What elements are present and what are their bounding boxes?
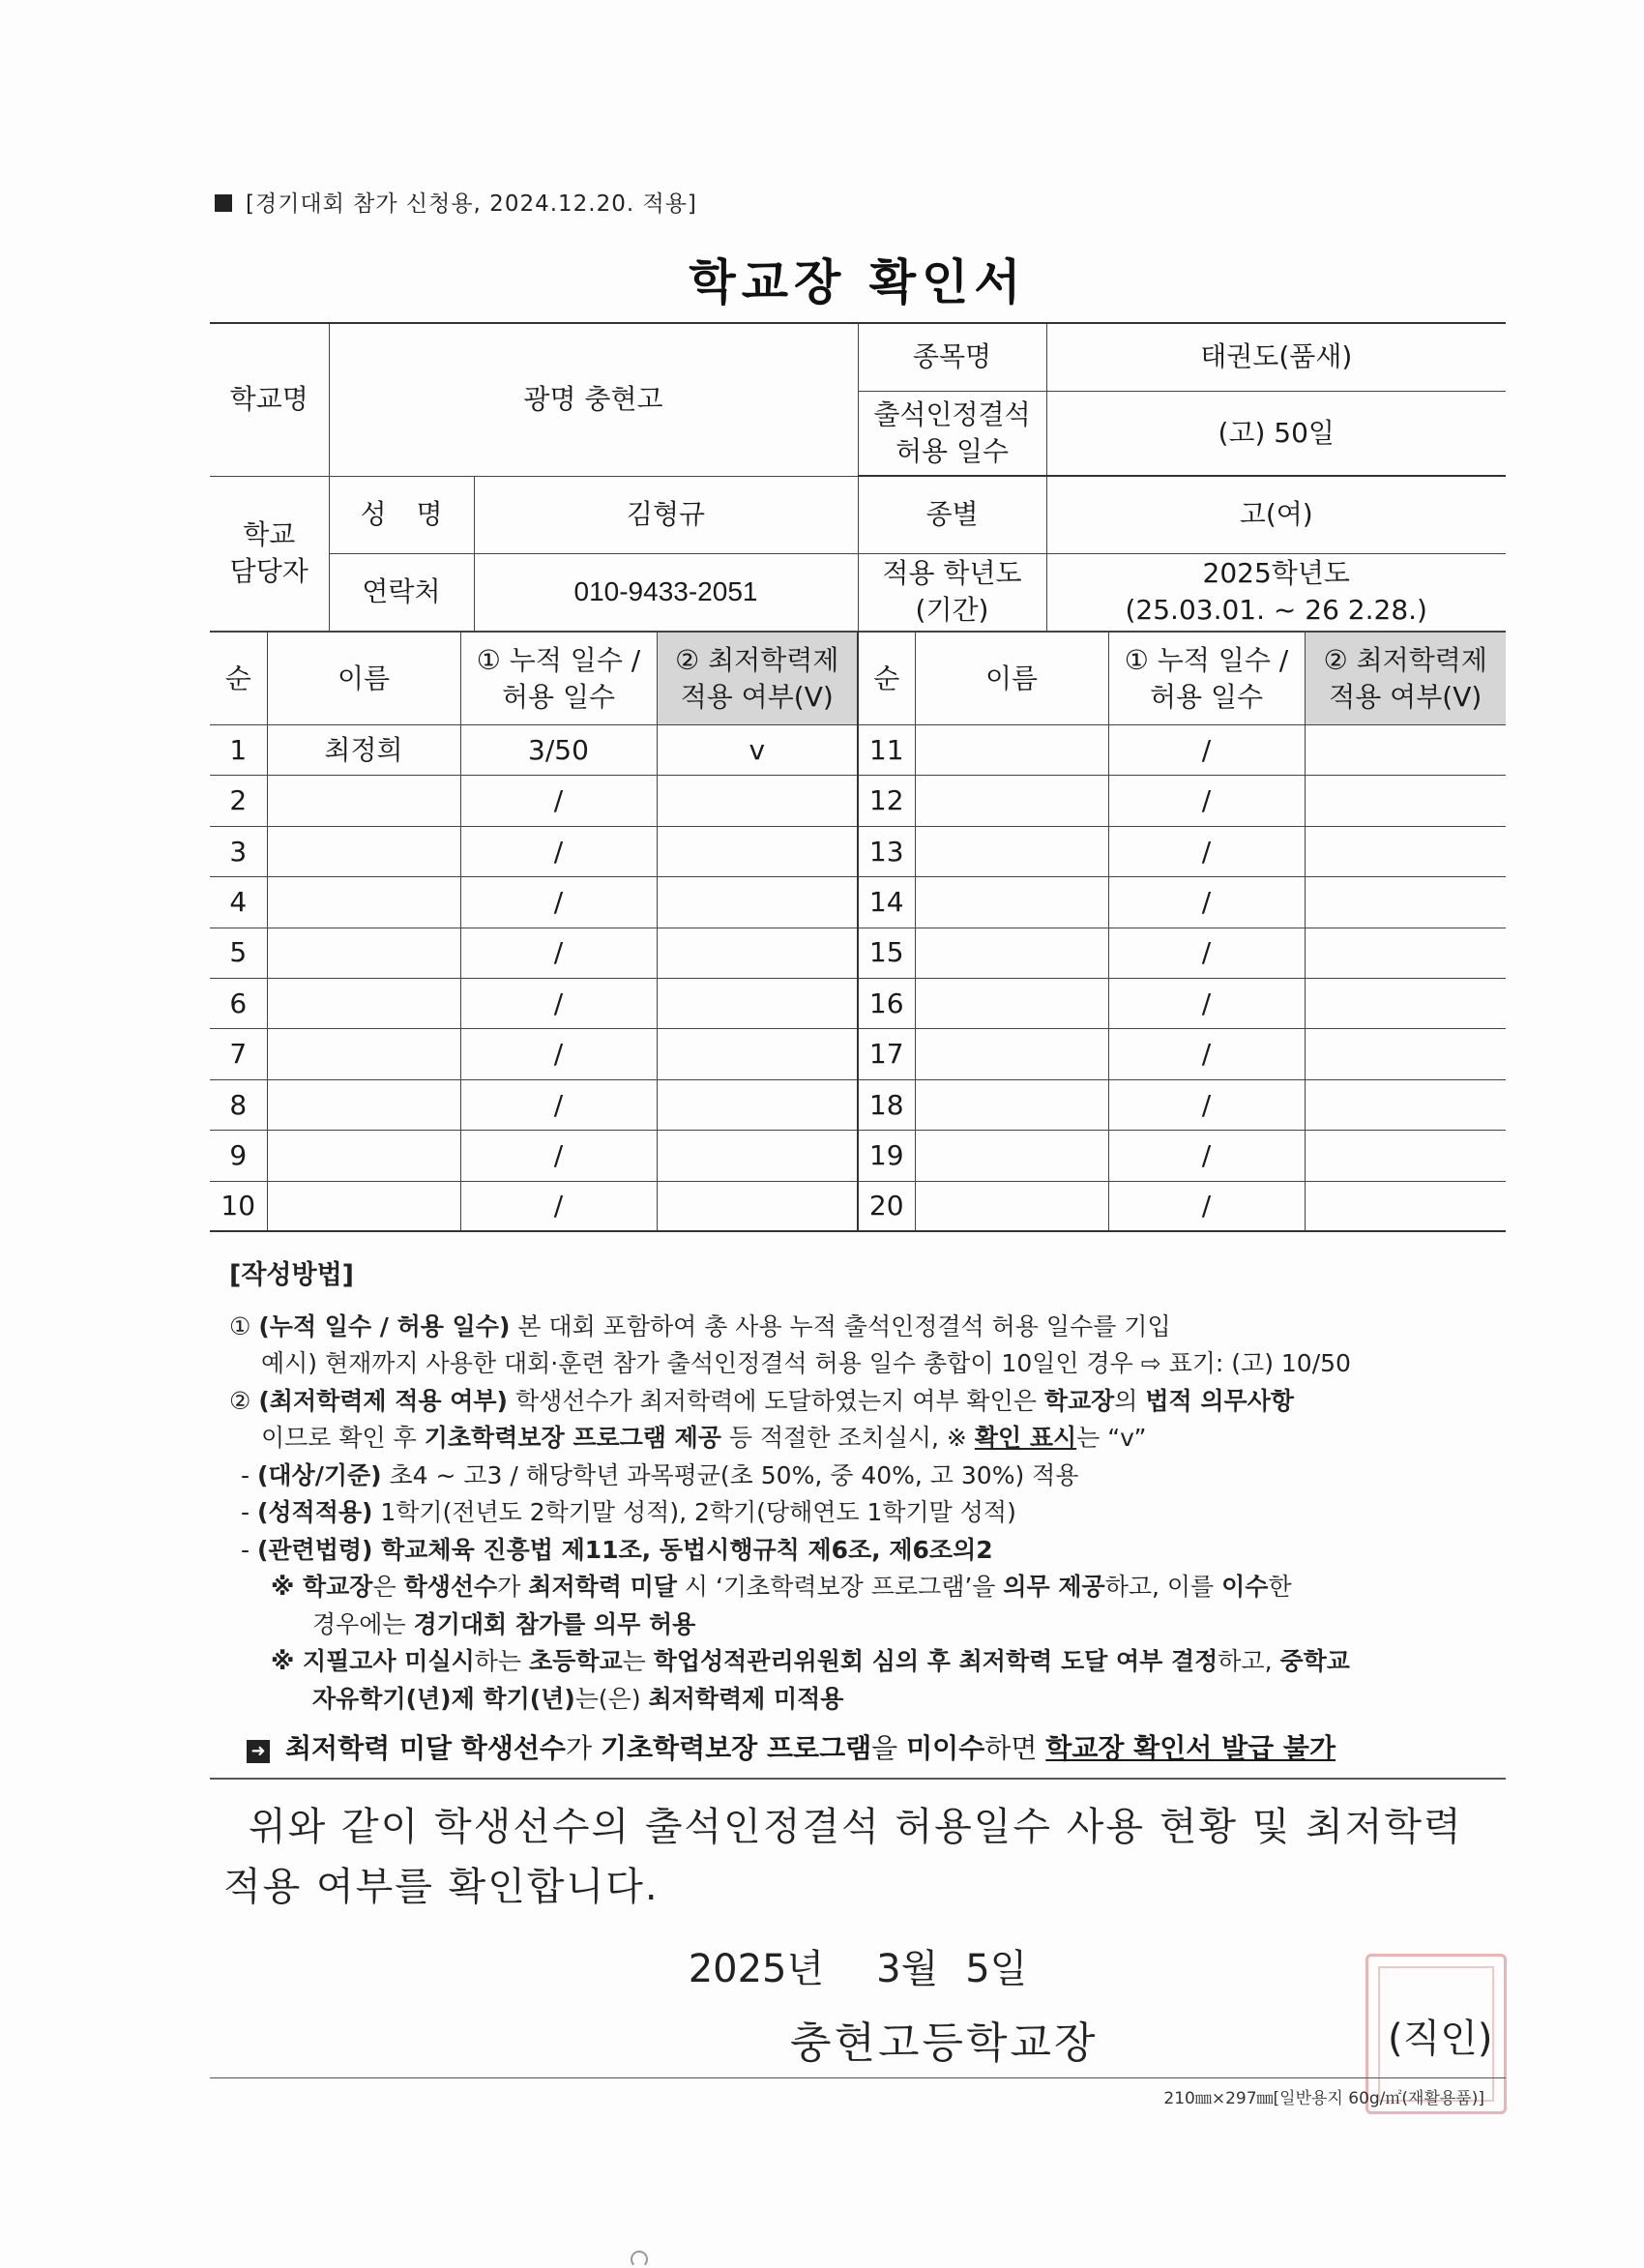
name-cell — [915, 1181, 1108, 1231]
min-academic-header — [1305, 633, 1506, 725]
name-header: 이름 — [915, 633, 1108, 725]
name-cell — [267, 1181, 460, 1231]
seq-cell: 17 — [858, 1029, 915, 1079]
square-bullet-icon — [215, 194, 232, 212]
min-academic-cell — [657, 776, 858, 826]
instruction-grades-title: (성적적용) — [256, 1498, 373, 1526]
warning-d: 을 — [871, 1732, 907, 1764]
year-label-line1: 적용 학년도 — [882, 557, 1022, 590]
instruction-law-title: (관련법령) — [256, 1535, 373, 1564]
name-cell — [915, 776, 1108, 826]
seq-cell: 14 — [858, 877, 915, 928]
note-1-cont-a: 경우에는 — [312, 1609, 414, 1638]
min-academic-header-line2: 적용 여부(V) — [680, 680, 834, 713]
table-row — [210, 725, 1506, 776]
manager-label-line2: 담당자 — [229, 555, 308, 587]
days-cell: / — [460, 1029, 657, 1079]
table-row — [210, 928, 1506, 978]
table-row — [210, 877, 1506, 928]
min-academic-cell — [657, 826, 858, 876]
seq-cell: 3 — [210, 826, 267, 876]
table-row — [210, 1131, 1506, 1181]
issue-date — [210, 1938, 1506, 1993]
min-academic-cell — [1305, 725, 1506, 776]
instruction-grades-text: 1학기(전년도 2학기말 성적), 2학기(당해연도 1학기말 성적) — [372, 1498, 1016, 1526]
min-academic-cell: v — [657, 725, 858, 776]
year-label — [858, 553, 1046, 631]
min-academic-header-line1: ② 최저학력제 — [1323, 643, 1487, 676]
name-cell — [267, 928, 460, 978]
allowed-days-value: (고) 50일 — [1046, 391, 1506, 476]
days-header — [460, 633, 657, 725]
seq-cell: 20 — [858, 1181, 915, 1231]
name-cell — [915, 1079, 1108, 1130]
min-academic-cell — [1305, 826, 1506, 876]
days-cell: / — [460, 928, 657, 978]
days-cell: / — [1108, 1079, 1305, 1130]
name-cell — [915, 928, 1108, 978]
event-label: 종목명 — [858, 323, 1046, 391]
category-label: 종별 — [858, 476, 1046, 553]
form-version-line — [215, 186, 697, 218]
confirmation-text — [223, 1797, 1506, 1917]
seq-cell: 4 — [210, 877, 267, 928]
paper-spec: 210㎜×297㎜[일반용지 60g/㎡(재활용품)] — [1163, 2089, 1484, 2108]
instruction-grades: - (성적적용) 1학기(전년도 2학기말 성적), 2학기(당해연도 1학기말 성적) — [241, 1498, 1016, 1526]
seq-cell: 9 — [210, 1131, 267, 1181]
warning-f: 하면 — [984, 1732, 1046, 1764]
confirmation-line2: 적용 여부를 확인합니다. — [223, 1865, 660, 1909]
min-academic-cell — [657, 1079, 858, 1130]
note-2-a: ※ 지필고사 미실시 — [271, 1647, 475, 1675]
name-cell — [267, 1079, 460, 1130]
info-table — [210, 322, 1506, 632]
name-cell — [915, 978, 1108, 1028]
instructions-heading: [작성방법] — [229, 1260, 355, 1290]
warning-e: 미이수 — [906, 1732, 985, 1764]
days-cell: / — [1108, 776, 1305, 826]
days-cell: / — [460, 826, 657, 876]
confirmation-line1: 위와 같이 학생선수의 출석인정결석 허용일수 사용 현황 및 최저학력 — [249, 1805, 1463, 1849]
instruction-2-cont-d: 는 “v” — [1076, 1424, 1147, 1452]
instruction-2 — [229, 1383, 1506, 1421]
seq-cell: 15 — [858, 928, 915, 978]
instructions-section — [229, 1257, 1506, 1718]
note-1-j: 한 — [1268, 1573, 1292, 1601]
principal-name: 충현고등학교장 — [790, 2018, 1099, 2068]
date-day: 5일 — [965, 1947, 1028, 1991]
days-cell: / — [460, 978, 657, 1028]
year-value-line1: 2025학년도 — [1202, 557, 1350, 590]
instruction-1 — [229, 1309, 1506, 1346]
note-1-cont-b: 경기대회 참가를 의무 허용 — [413, 1609, 696, 1638]
seq-cell: 7 — [210, 1029, 267, 1079]
name-cell — [267, 1131, 460, 1181]
warning-g: 학교장 확인서 발급 불가 — [1045, 1732, 1336, 1764]
document-title: 학교장 확인서 — [689, 254, 1027, 310]
instruction-law-text: 학교체육 진흥법 제11조, 동법시행규칙 제6조, 제6조의2 — [372, 1535, 993, 1564]
seq-cell: 11 — [858, 725, 915, 776]
min-academic-cell — [1305, 776, 1506, 826]
days-cell: / — [1108, 725, 1305, 776]
note-2-d: 는 — [622, 1647, 654, 1675]
note-1-f: 시 ‘기초학력보장 프로그램’을 — [676, 1573, 1004, 1601]
instruction-target: - (대상/기준) 초4 ~ 고3 / 해당학년 과목평균(초 50%, 중 40%, 고 30%) 적용 — [241, 1460, 1079, 1489]
name-cell: 최정희 — [267, 725, 460, 776]
seq-cell: 19 — [858, 1131, 915, 1181]
seq-cell: 8 — [210, 1079, 267, 1130]
instruction-1-title: (누적 일수 / 허용 일수) — [258, 1311, 511, 1340]
min-academic-cell — [657, 1029, 858, 1079]
note-2-b: 하는 — [474, 1647, 530, 1675]
instruction-2-legal-duty: 법적 의무사항 — [1145, 1386, 1295, 1415]
name-cell — [915, 1131, 1108, 1181]
name-cell — [267, 776, 460, 826]
warning-c: 기초학력보장 프로그램 — [600, 1732, 872, 1764]
name-header: 이름 — [267, 633, 460, 725]
table-row — [210, 1079, 1506, 1130]
min-academic-header-line1: ② 최저학력제 — [675, 643, 839, 676]
form-version-text: [경기대회 참가 신청용, 2024.12.20. 적용] — [246, 191, 697, 217]
seq-header: 순 — [210, 633, 267, 725]
note-1-cont — [229, 1606, 1506, 1644]
days-header-line2: 허용 일수 — [1149, 680, 1264, 713]
min-academic-cell — [1305, 928, 1506, 978]
days-cell: / — [460, 776, 657, 826]
min-academic-header — [657, 633, 858, 725]
circle-one-marker: ① — [229, 1311, 251, 1340]
name-cell — [267, 1029, 460, 1079]
note-1-i: 이수 — [1221, 1573, 1269, 1601]
date-month: 3월 — [876, 1947, 939, 1991]
warning-line — [247, 1727, 1336, 1766]
note-2-cont — [229, 1681, 1506, 1719]
instruction-2-title: (최저학력제 적용 여부) — [258, 1386, 508, 1415]
note-1-b: 은 — [372, 1573, 404, 1601]
seq-cell: 18 — [858, 1079, 915, 1130]
table-row — [210, 776, 1506, 826]
days-cell: / — [460, 1181, 657, 1231]
days-cell: / — [1108, 978, 1305, 1028]
days-header — [1108, 633, 1305, 725]
min-academic-cell — [1305, 1181, 1506, 1231]
note-2 — [229, 1643, 1506, 1681]
instruction-1-text: 본 대회 포함하여 총 사용 누적 출석인정결석 허용 일수를 기입 — [510, 1311, 1171, 1340]
instruction-1-example: 예시) 현재까지 사용한 대회·훈련 참가 출석인정결석 허용 일수 총합이 10일인 경우 ⇨ 표기: (고) 10/50 — [261, 1349, 1351, 1377]
days-cell: / — [1108, 928, 1305, 978]
name-label: 성 명 — [329, 476, 474, 553]
note-1-a: ※ 학교장 — [271, 1573, 373, 1601]
days-cell: / — [460, 877, 657, 928]
table-row — [210, 1181, 1506, 1231]
instruction-2-mark-label: 확인 표시 — [974, 1424, 1077, 1452]
footer-divider — [210, 2077, 1506, 2078]
seq-cell: 2 — [210, 776, 267, 826]
seq-header: 순 — [858, 633, 915, 725]
instruction-2-program: 기초학력보장 프로그램 제공 — [424, 1424, 721, 1452]
table-row — [210, 978, 1506, 1028]
note-2-g: 중학교 — [1279, 1647, 1350, 1675]
min-academic-cell — [657, 1131, 858, 1181]
student-table — [210, 632, 1506, 1232]
name-cell — [915, 826, 1108, 876]
seq-cell: 13 — [858, 826, 915, 876]
name-cell — [267, 978, 460, 1028]
days-cell: / — [1108, 1029, 1305, 1079]
circle-two-marker: ② — [229, 1386, 251, 1415]
seal-label: (직인) — [1388, 2017, 1493, 2061]
instruction-law: - (관련법령) 학교체육 진흥법 제11조, 동법시행규칙 제6조, 제6조의2 — [241, 1535, 993, 1564]
arrow-right-icon: ➜ — [247, 1740, 270, 1763]
note-1-e: 최저학력 미달 — [528, 1573, 677, 1601]
allowed-days-label-line2: 허용 일수 — [895, 434, 1010, 467]
name-cell — [915, 1029, 1108, 1079]
contact-label: 연락처 — [329, 553, 474, 631]
category-value: 고(여) — [1046, 476, 1506, 553]
days-cell: / — [1108, 877, 1305, 928]
seq-cell: 10 — [210, 1181, 267, 1231]
note-2-e: 학업성적관리위원회 심의 후 최저학력 도달 여부 결정 — [653, 1647, 1218, 1675]
name-cell — [915, 725, 1108, 776]
instruction-2-cont — [229, 1420, 1506, 1458]
manager-label-line1: 학교 — [243, 518, 296, 551]
note-1-g: 의무 제공 — [1003, 1573, 1105, 1601]
instruction-2-text-c: 의 — [1114, 1386, 1146, 1415]
name-cell — [267, 877, 460, 928]
min-academic-cell — [1305, 1029, 1506, 1079]
note-1-d: 가 — [497, 1573, 529, 1601]
table-header-row — [210, 633, 1506, 725]
min-academic-header-line2: 적용 여부(V) — [1329, 680, 1483, 713]
year-value — [1046, 553, 1506, 631]
min-academic-cell — [657, 928, 858, 978]
instruction-target-title: (대상/기준) — [256, 1460, 382, 1489]
days-header-line2: 허용 일수 — [501, 680, 616, 713]
seq-cell: 1 — [210, 725, 267, 776]
manager-label — [210, 476, 329, 631]
min-academic-cell — [1305, 1079, 1506, 1130]
note-2-cont-c: 최저학력제 미적용 — [648, 1684, 844, 1713]
days-cell: 3/50 — [460, 725, 657, 776]
note-2-c: 초등학교 — [529, 1647, 623, 1675]
note-2-f: 하고, — [1218, 1647, 1280, 1675]
instruction-2-text-a: 학생선수가 최저학력에 도달하였는지 여부 확인은 — [508, 1386, 1044, 1415]
days-cell: / — [1108, 1131, 1305, 1181]
min-academic-cell — [1305, 877, 1506, 928]
days-header-line1: ① 누적 일수 / — [1124, 643, 1289, 676]
school-value: 광명 충현고 — [329, 323, 858, 476]
instruction-2-principal: 학교장 — [1043, 1386, 1115, 1415]
note-1-c: 학생선수 — [403, 1573, 498, 1601]
table-row — [210, 1029, 1506, 1079]
year-label-line2: (기간) — [915, 594, 989, 626]
warning-b: 가 — [565, 1732, 601, 1764]
seq-cell: 5 — [210, 928, 267, 978]
event-value: 태권도(품새) — [1046, 323, 1506, 391]
days-cell: / — [460, 1131, 657, 1181]
contact-value: 010-9433-2051 — [474, 553, 858, 631]
allowed-days-label-line1: 출석인정결석 — [873, 398, 1031, 430]
table-row — [210, 826, 1506, 876]
note-2-cont-a: 자유학기(년)제 학기(년) — [312, 1684, 575, 1713]
name-value: 김형규 — [474, 476, 858, 553]
seq-cell: 16 — [858, 978, 915, 1028]
note-2-cont-b: 는(은) — [574, 1684, 649, 1713]
year-value-line2: (25.03.01. ~ 26 2.28.) — [1125, 594, 1427, 626]
seq-cell: 12 — [858, 776, 915, 826]
scan-mark — [631, 2251, 648, 2268]
date-year: 2025년 — [688, 1947, 825, 1991]
min-academic-cell — [657, 1181, 858, 1231]
min-academic-cell — [1305, 1131, 1506, 1181]
days-cell: / — [1108, 1181, 1305, 1231]
allowed-days-label — [858, 391, 1046, 476]
seq-cell: 6 — [210, 978, 267, 1028]
name-cell — [915, 877, 1108, 928]
days-cell: / — [460, 1079, 657, 1130]
warning-a: 최저학력 미달 학생선수 — [285, 1732, 566, 1764]
days-header-line1: ① 누적 일수 / — [476, 643, 641, 676]
divider — [210, 1778, 1506, 1780]
min-academic-cell — [1305, 978, 1506, 1028]
min-academic-cell — [657, 877, 858, 928]
note-1 — [229, 1569, 1506, 1606]
name-cell — [267, 826, 460, 876]
instruction-target-text: 초4 ~ 고3 / 해당학년 과목평균(초 50%, 중 40%, 고 30%) 적용 — [381, 1460, 1079, 1489]
min-academic-cell — [657, 978, 858, 1028]
instruction-2-cont-c: 등 적절한 조치실시, ※ — [720, 1424, 975, 1452]
days-cell: / — [1108, 826, 1305, 876]
school-label: 학교명 — [210, 323, 329, 476]
instruction-2-cont-a: 이므로 확인 후 — [261, 1424, 425, 1452]
note-1-h: 하고, 이를 — [1104, 1573, 1222, 1601]
